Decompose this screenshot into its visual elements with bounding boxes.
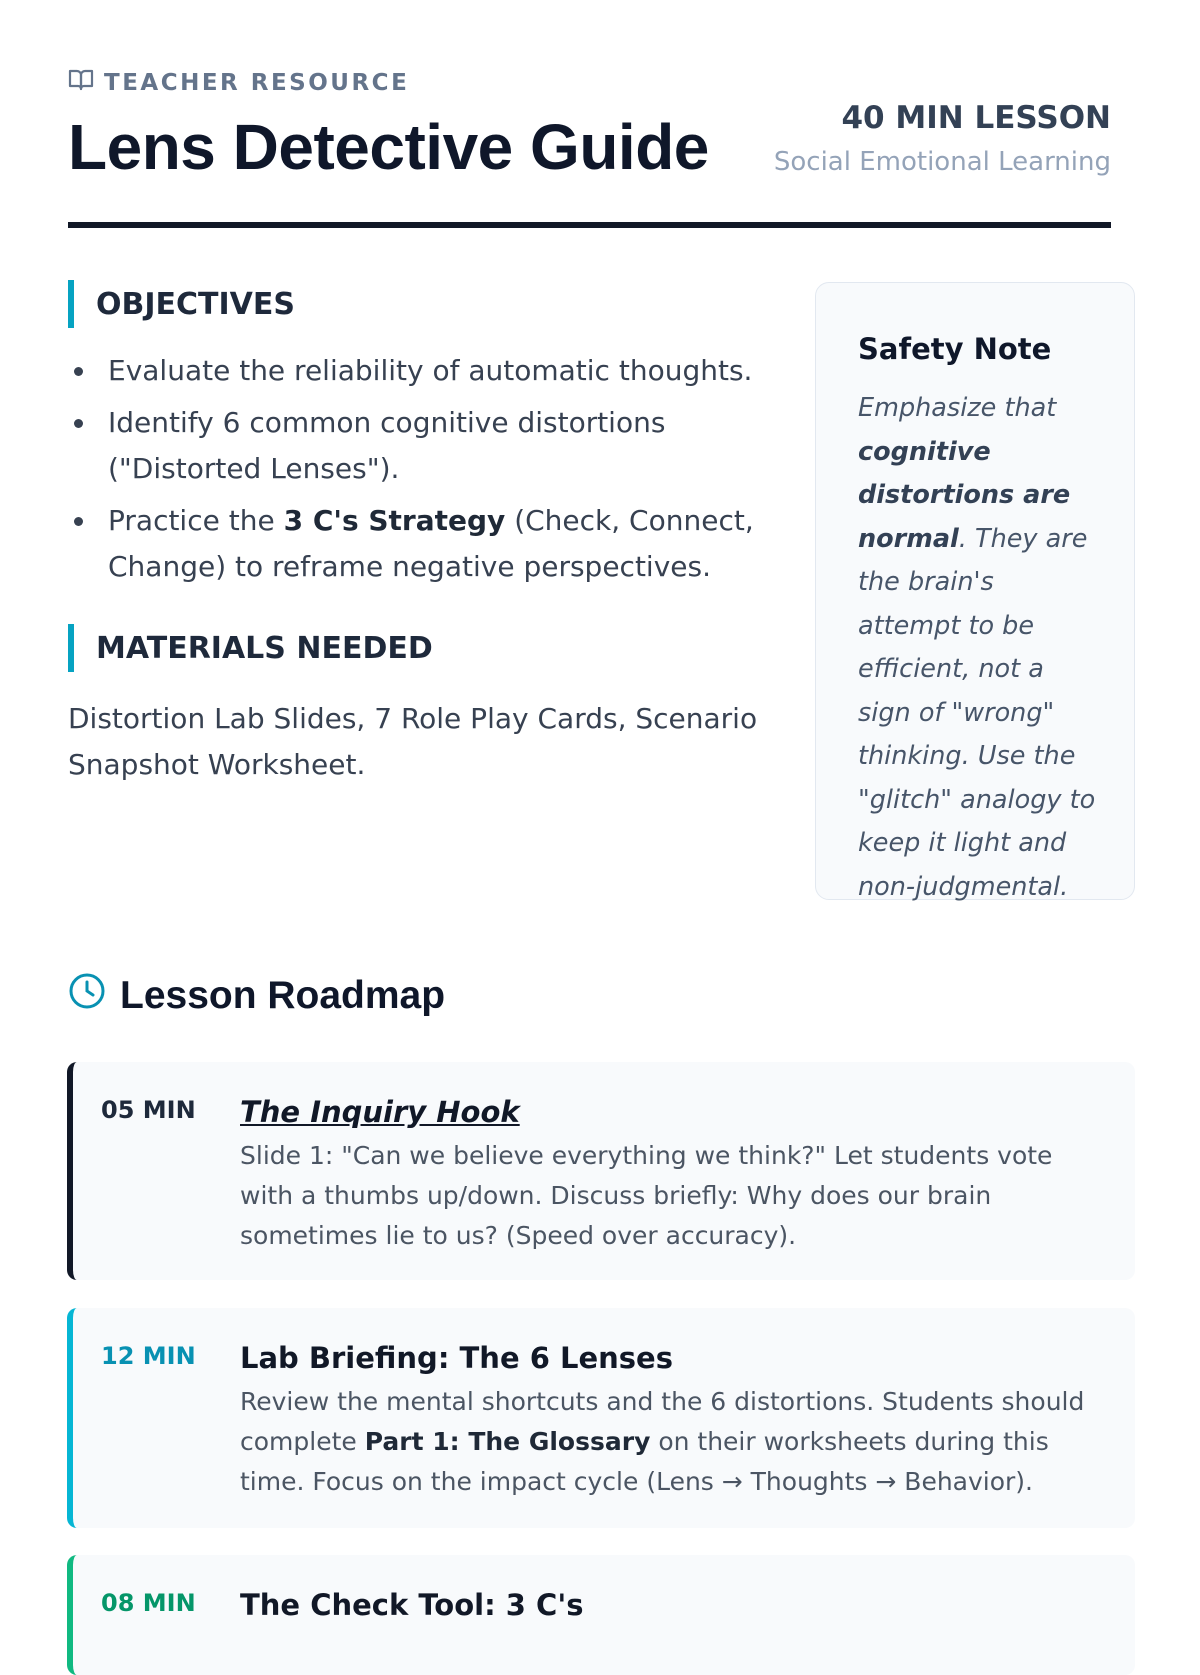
objective-item: Practice the 3 C's Strategy (Check, Connect, Change) to reframe negative perspectives. <box>68 498 768 590</box>
objective-item: Identify 6 common cognitive distortions ("Distorted Lenses"). <box>68 400 768 492</box>
roadmap-step <box>67 1555 1135 1675</box>
safety-note-title: Safety Note <box>858 332 1052 366</box>
step-description: Review the mental shortcuts and the 6 distortions. Students should complete Part 1: The Glossary on their worksheets during this time. Focus on the impact cycle (Lens → Thoughts → Behavior). <box>240 1387 1085 1496</box>
objectives-heading: OBJECTIVES <box>68 280 768 328</box>
step-duration: 12 MIN <box>101 1342 196 1370</box>
step-duration: 05 MIN <box>101 1096 196 1124</box>
roadmap-heading <box>68 972 445 1020</box>
objective-item: Evaluate the reliability of automatic thoughts. <box>68 348 768 394</box>
step-title: Lab Briefing: The 6 Lenses <box>240 1341 673 1375</box>
strategy-name: 3 C's Strategy <box>283 504 506 537</box>
step-description: Slide 1: "Can we believe everything we think?" Let students vote with a thumbs up/down. Discuss briefly: Why does our brain sometimes lie to us? (Speed over accuracy). <box>240 1141 1053 1250</box>
page-header <box>68 68 1111 228</box>
safety-emphasis: cognitive distortions are normal <box>858 436 1071 554</box>
step-duration: 08 MIN <box>101 1589 196 1617</box>
step-content <box>240 1585 1107 1625</box>
materials-text: Distortion Lab Slides, 7 Role Play Cards, Scenario Snapshot Worksheet. <box>68 702 758 781</box>
lesson-duration: 40 MIN LESSON <box>841 100 1111 136</box>
eyebrow-label: TEACHER RESOURCE <box>104 70 410 96</box>
step-content <box>240 1338 1107 1502</box>
worksheet-part: Part 1: The Glossary <box>364 1427 651 1456</box>
materials-heading: MATERIALS NEEDED <box>68 624 768 672</box>
objectives-column <box>68 280 768 788</box>
page-title: Lens Detective Guide <box>68 111 709 183</box>
safety-note-body: Emphasize that cognitive distortions are normal. They are the brain's attempt to be efficient, not a sign of "wrong" thinking. Use the "glitch" analogy to keep it light and non-judgmental. <box>858 393 1096 902</box>
step-title: The Check Tool: 3 C's <box>240 1588 584 1622</box>
roadmap-step <box>67 1062 1135 1280</box>
roadmap-heading-label: Lesson Roadmap <box>120 974 446 1017</box>
roadmap-step <box>67 1308 1135 1528</box>
safety-note-card <box>815 282 1135 900</box>
lesson-meta <box>774 98 1111 182</box>
clock-icon <box>68 972 106 1020</box>
eyebrow <box>68 68 1111 98</box>
step-title[interactable]: The Inquiry Hook <box>240 1095 520 1129</box>
book-icon <box>68 68 94 98</box>
step-content <box>240 1092 1107 1256</box>
lesson-subject: Social Emotional Learning <box>773 147 1111 177</box>
objectives-list <box>68 348 768 590</box>
